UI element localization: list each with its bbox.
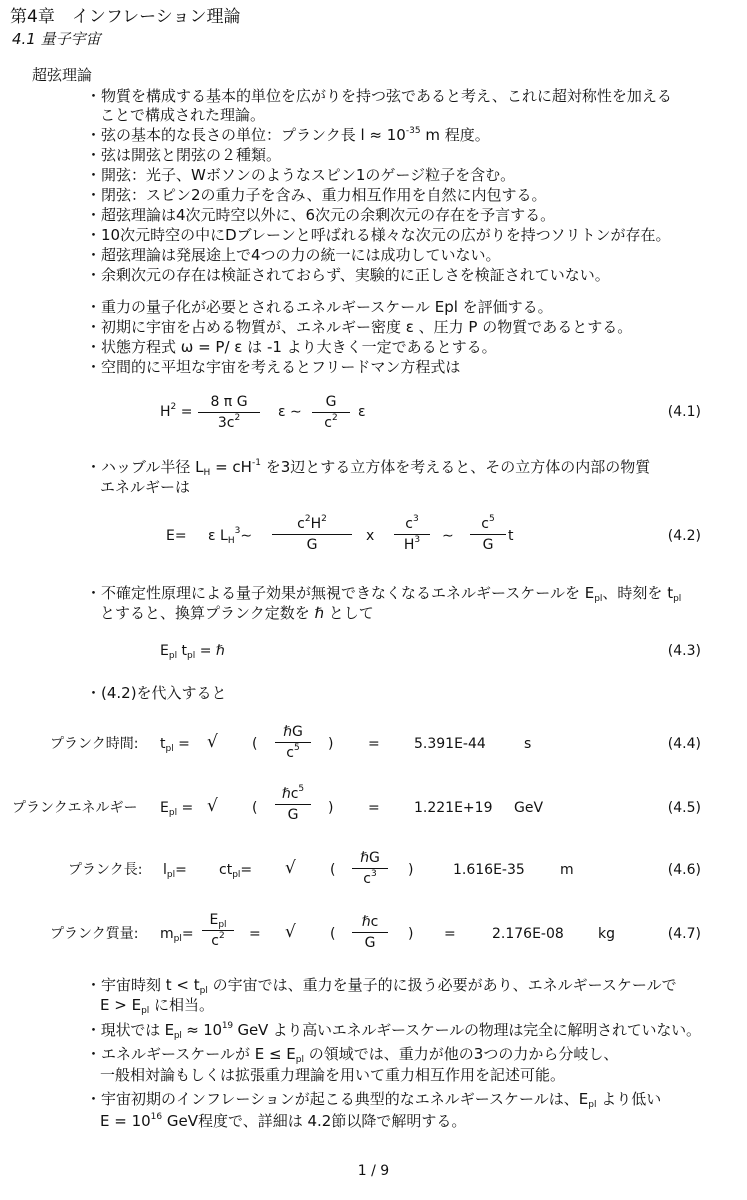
- fraction: ℏG $c^5$: [275, 724, 311, 761]
- bullet-item: ・不確定性原理による量子効果が無視できなくなるエネルギースケールを $E_{pl}$、時刻を $t_{pl}$: [86, 584, 682, 604]
- bullet-continuation: エネルギーは: [100, 478, 191, 496]
- bullet-item: ・閉弦：スピン2の重力子を含み、重力相互作用を自然に内包する。: [86, 186, 547, 204]
- equation-number: (4.3): [667, 643, 701, 659]
- equation-number: (4.2): [667, 528, 701, 544]
- fraction: $c^2H^2$ G: [272, 516, 352, 553]
- bullet-item: ・弦の基本的な長さの単位：プランク長 $l \approx 10^{-35}$ m 程度。: [86, 126, 490, 144]
- page-number: 1 / 9: [357, 1163, 390, 1179]
- planck-length-label: プランク長:: [68, 862, 143, 878]
- bullet-item: ・開弦：光子、Wボソンのようなスピン1のゲージ粒子を含む。: [86, 166, 516, 184]
- bullet-item: ・状態方程式 ω = P/ ε は -1 より大きく一定であるとする。: [86, 338, 497, 356]
- chapter-title: 第4章 インフレーション理論: [10, 7, 241, 27]
- equation-number: (4.5): [667, 800, 701, 816]
- bullet-item: ・(4.2)を代入すると: [86, 684, 227, 702]
- bullet-item: ・超弦理論は4次元時空以外に、6次元の余剰次元の存在を予言する。: [86, 206, 556, 224]
- equation-number: (4.6): [667, 862, 701, 878]
- bullet-item: ・ハッブル半径 $L_H = cH^{-1}$ を3辺とする立方体を考えると、その立方体の内部の物質: [86, 458, 651, 478]
- bullet-item: ・現状では $E_{pl} \approx 10^{19}$ GeV より高いエネルギースケールの物理は完全に解明されていない。: [86, 1021, 701, 1041]
- bullet-item: ・初期に宇宙を占める物質が、エネルギー密度 ε 、圧力 P の物質であるとする。: [86, 318, 633, 336]
- bullet-item: ・超弦理論は発展途上で4つの力の統一には成功していない。: [86, 246, 501, 264]
- bullet-item: ・物質を構成する基本的単位を広がりを持つ弦であると考え、これに超対称性を加える: [86, 87, 672, 105]
- fraction: ℏc$^5$ G: [275, 786, 311, 823]
- fraction: ℏG $c^3$: [352, 850, 388, 887]
- bullet-continuation: $E = 10^{16}$ GeV程度で、詳細は 4.2節以降で解明する。: [100, 1112, 467, 1130]
- bullet-item: ・10次元時空の中にDブレーンと呼ばれる様々な次元の広がりを持つソリトンが存在。: [86, 226, 671, 244]
- bullet-item: ・宇宙初期のインフレーションが起こる典型的なエネルギースケールは、$E_{pl}$ より低い: [86, 1090, 662, 1110]
- bullet-item: ・余剰次元の存在は検証されておらず、実験的に正しさを検証されていない。: [86, 266, 610, 284]
- bullet-item: ・空間的に平坦な宇宙を考えるとフリードマン方程式は: [86, 358, 461, 376]
- equation-number: (4.7): [667, 926, 701, 942]
- bullet-continuation: $E > E_{pl}$ に相当。: [100, 996, 215, 1016]
- section-title: 4.1 量子宇宙: [12, 30, 101, 48]
- fraction: ℏc G: [352, 914, 388, 951]
- planck-mass-value: 2.176E-08: [492, 926, 564, 942]
- bullet-continuation: とすると、換算プランク定数を ℏ として: [100, 604, 374, 622]
- bullet-continuation: 一般相対論もしくは拡張重力理論を用いて重力相互作用を記述可能。: [100, 1066, 566, 1084]
- bullet-item: ・重力の量子化が必要とされるエネルギースケール Epl を評価する。: [86, 298, 553, 316]
- fraction: G $c^2$: [312, 394, 350, 431]
- planck-length-value: 1.616E-35: [453, 862, 525, 878]
- planck-energy-label: プランクエネルギー: [12, 800, 138, 816]
- fraction: 8 π G $3c^2$: [198, 394, 260, 431]
- planck-energy-value: 1.221E+19: [414, 800, 493, 816]
- planck-time-value: 5.391E-44: [414, 736, 486, 752]
- bullet-continuation: ことで構成された理論。: [100, 106, 266, 124]
- equation-number: (4.4): [667, 736, 701, 752]
- equation-number: (4.1): [667, 404, 701, 420]
- bullet-item: ・弦は開弦と閉弦の２種類。: [86, 146, 282, 164]
- fraction: $c^3$ $H^3$: [394, 516, 430, 553]
- planck-mass-label: プランク質量:: [50, 926, 139, 942]
- fraction: $c^5$ G: [470, 516, 506, 553]
- planck-time-label: プランク時間:: [50, 736, 139, 752]
- bullet-item: ・エネルギースケールが $E \le E_{pl}$ の領域では、重力が他の3つの力から分岐し、: [86, 1045, 619, 1065]
- fraction: $E_{pl}$ $c^2$: [202, 912, 234, 949]
- subsection-heading: 超弦理論: [32, 66, 93, 84]
- bullet-item: ・宇宙時刻 $t < t_{pl}$ の宇宙では、重力を量子的に扱う必要があり、エネルギースケールで: [86, 976, 677, 996]
